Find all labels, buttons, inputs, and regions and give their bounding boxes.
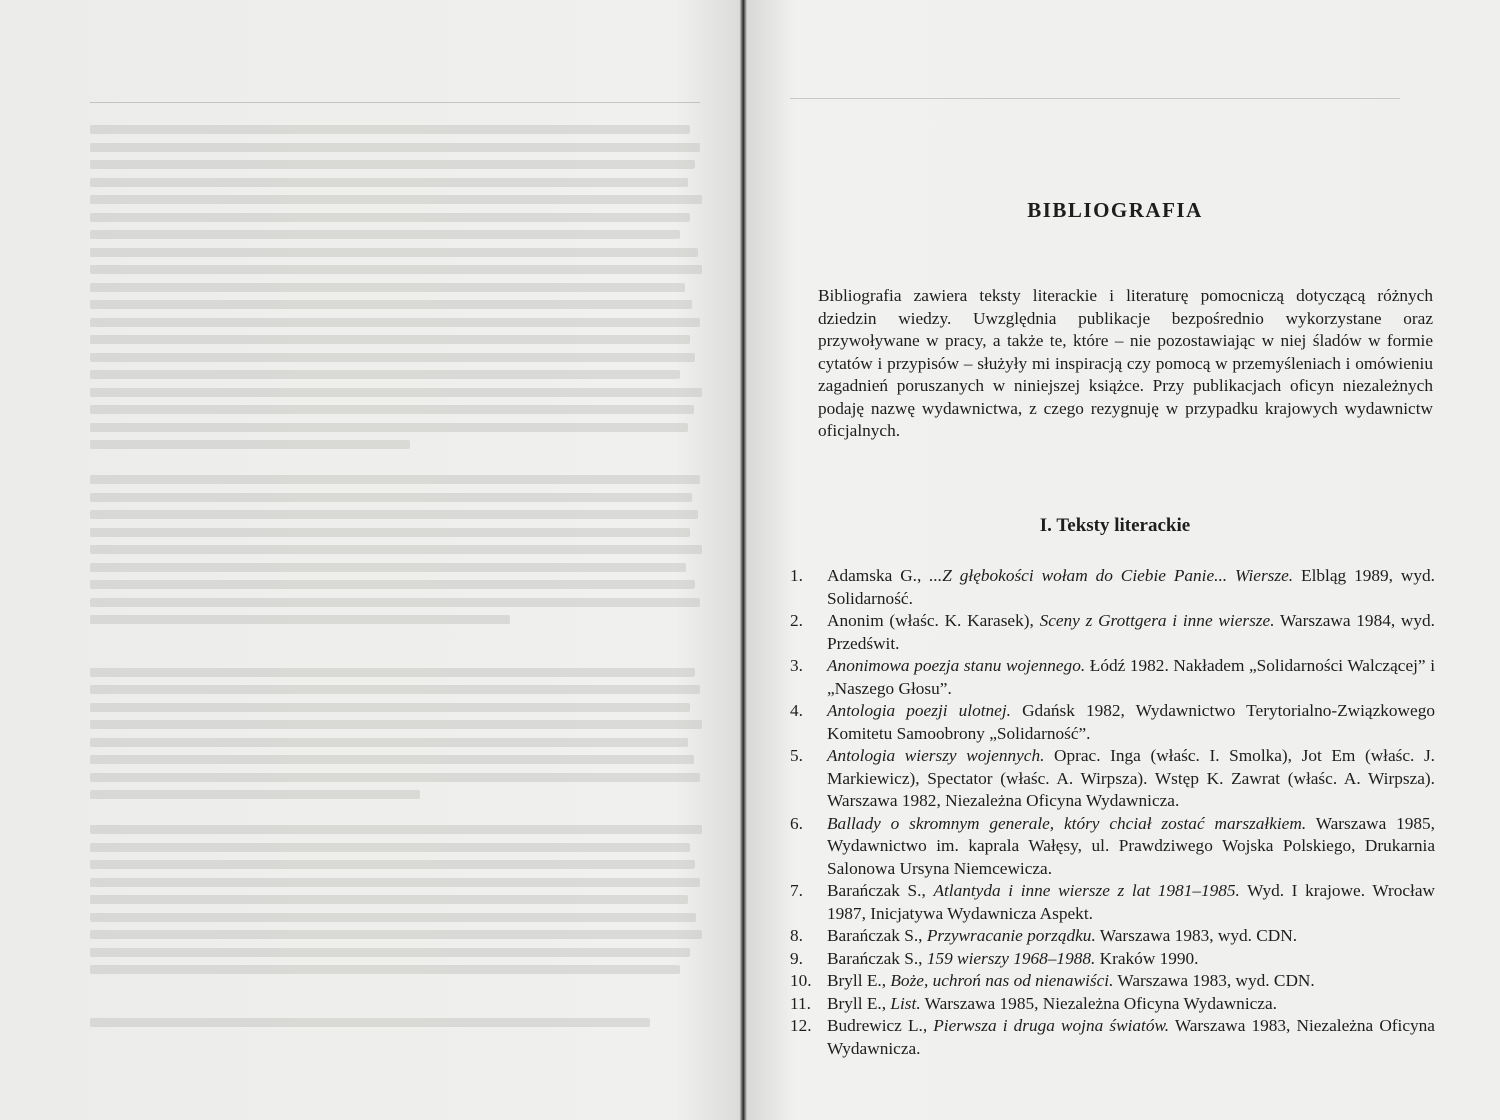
entry-publication: Gdańsk 1982, Wydawnictwo Terytorialno-Związkowego Komitetu Samoobrony „Solidarność”. <box>827 701 1435 743</box>
bleedthrough-line <box>90 738 688 747</box>
bleedthrough-line <box>90 668 695 677</box>
entry-text <box>827 565 1435 610</box>
bibliography-entry <box>790 700 1440 745</box>
bleedthrough-line <box>90 195 702 204</box>
entry-author: Budrewicz L., <box>827 1016 934 1035</box>
bleedthrough-line <box>90 930 702 939</box>
bleedthrough-line <box>90 475 700 484</box>
bleedthrough-line <box>90 720 702 729</box>
bleedthrough-line <box>90 353 695 362</box>
entry-text <box>827 610 1435 655</box>
entry-publication: Elbląg 1989, wyd. Solidarność. <box>827 566 1435 608</box>
bleedthrough-line <box>90 965 680 974</box>
entry-author: Adamska G., <box>827 566 930 585</box>
entry-publication: Warszawa 1983, wyd. CDN. <box>1095 926 1298 945</box>
bleedthrough-line <box>90 825 702 834</box>
bibliography-list <box>790 565 1440 1060</box>
bleedthrough-line <box>90 703 690 712</box>
bleedthrough-line <box>90 913 696 922</box>
intro-paragraph: Bibliografia zawiera teksty literackie i literaturę pomocniczą dotyczącą różnych dziedzin wiedzy. Uwzględnia publikacje bezpośrednio wykorzystane oraz przywoływane w pracy, a także te, które – nie pozostawiając w niej śladów w formie cytatów i przypisów – służyły mi inspiracją czy pomocą w przemyśleniach i omówieniu zagadnień poruszanych w niniejszej książce. Przy publikacjach oficyn niezależnych podaję nazwę wydawnictwa, z czego rezygnuję w przypadku krajowych wydawnictw oficjalnych. <box>818 286 1433 441</box>
entry-number: 10. <box>790 971 812 990</box>
section-heading: I. Teksty literackie <box>1039 515 1191 536</box>
entry-text <box>827 745 1435 813</box>
entry-title: Antologia poezji ulotnej. <box>827 701 1011 720</box>
bleedthrough-line <box>90 300 692 309</box>
entry-title: Przywracanie porządku. <box>926 926 1096 945</box>
entry-number: 6. <box>790 813 803 833</box>
entry-publication: Wyd. I krajowe. Wrocław 1987, Inicjatywa Wydawnicza Aspekt. <box>827 881 1435 923</box>
bleedthrough-line <box>90 230 680 239</box>
bleedthrough-line <box>90 895 688 904</box>
entry-publication: Kraków 1990. <box>1095 948 1199 968</box>
left-page-bleedthrough <box>60 60 700 1060</box>
entry-author: Barańczak S., <box>827 926 927 945</box>
bleedthrough-line <box>90 510 698 519</box>
entry-number: 3. <box>790 656 803 675</box>
bibliography-entry <box>790 970 1440 993</box>
entry-number: 11. <box>790 993 811 1013</box>
entry-number: 2. <box>790 611 803 630</box>
bibliography-entry <box>790 880 1440 925</box>
entry-number: 4. <box>790 701 803 720</box>
bibliography-entry <box>790 948 1440 971</box>
entry-number: 1. <box>790 566 803 585</box>
bleedthrough-line <box>90 143 700 152</box>
bleedthrough-line <box>90 598 700 607</box>
entry-title: Sceny z Grottgera i inne wiersze. <box>1039 611 1275 630</box>
entry-title: 159 wierszy 1968–1988. <box>926 948 1096 968</box>
entry-publication: Warszawa 1984, wyd. Przedświt. <box>827 611 1435 653</box>
bibliography-entry <box>790 993 1440 1016</box>
entry-number: 5. <box>790 746 803 765</box>
bibliography-entry <box>790 813 1440 881</box>
bleedthrough-line <box>90 948 690 957</box>
bleedthrough-line <box>90 388 702 397</box>
entry-title: Antologia wierszy wojennych. <box>827 746 1045 765</box>
bibliography-entry <box>790 565 1440 610</box>
entry-title: List. <box>890 993 921 1013</box>
entry-number: 9. <box>790 948 803 968</box>
bleedthrough-line <box>90 615 510 624</box>
bibliography-entry <box>790 745 1440 813</box>
bleedthrough-line <box>90 755 694 764</box>
entry-text <box>827 655 1435 700</box>
bleedthrough-line <box>90 773 700 782</box>
bleedthrough-line <box>90 493 692 502</box>
entry-title: Ballady o skromnym generale, który chciał zostać marszałkiem. <box>827 813 1307 833</box>
right-page <box>790 60 1440 1060</box>
bleedthrough-line <box>90 790 420 799</box>
bleedthrough-line <box>90 283 685 292</box>
entry-text <box>827 1015 1435 1060</box>
left-header-rule <box>90 102 700 103</box>
entry-author: Barańczak S., <box>827 948 927 968</box>
entry-publication: Łódź 1982. Nakładem „Solidarności Walczącej” i „Naszego Głosu”. <box>827 656 1435 698</box>
entry-author: Bryll E., <box>827 971 891 990</box>
entry-text <box>827 700 1435 745</box>
right-header-rule <box>790 98 1400 99</box>
entry-text <box>827 970 1435 993</box>
entry-text <box>827 880 1435 925</box>
entry-text <box>827 993 1435 1016</box>
bleedthrough-line <box>90 878 700 887</box>
bibliography-entry <box>790 610 1440 655</box>
entry-text <box>827 813 1435 881</box>
bleedthrough-line <box>90 125 690 134</box>
bibliography-entry <box>790 655 1440 700</box>
entry-author: Anonim (właśc. K. Karasek), <box>827 611 1040 630</box>
entry-title: Anonimowa poezja stanu wojennego. <box>827 656 1086 675</box>
bleedthrough-line <box>90 335 690 344</box>
bleedthrough-line <box>90 423 688 432</box>
entry-title: ...Z głębokości wołam do Ciebie Panie... Wiersze. <box>929 566 1294 585</box>
entry-title: Boże, uchroń nas od nienawiści. <box>890 971 1114 990</box>
bibliography-entry <box>790 1015 1440 1060</box>
bleedthrough-line <box>90 178 688 187</box>
entry-number: 12. <box>790 1016 812 1035</box>
bleedthrough-line <box>90 860 695 869</box>
bleedthrough-line <box>90 843 690 852</box>
entry-author: Barańczak S., <box>827 881 934 900</box>
entry-publication: Warszawa 1983, wyd. CDN. <box>1113 971 1315 990</box>
bleedthrough-line <box>90 213 690 222</box>
bleedthrough-line <box>90 545 702 554</box>
bleedthrough-line <box>90 318 700 327</box>
entry-author: Bryll E., <box>827 993 891 1013</box>
entry-title: Pierwsza i druga wojna światów. <box>933 1016 1170 1035</box>
entry-text <box>827 925 1435 948</box>
entry-publication: Oprac. Inga (właśc. I. Smolka), Jot Em (właśc. J. Markiewicz), Spectator (właśc. A. Wirpsza). Wstęp K. Zawrat (właśc. A. Wirpsza). Warszawa 1982, Niezależna Oficyna Wydawnicza. <box>827 746 1435 810</box>
bleedthrough-line <box>90 563 686 572</box>
bleedthrough-line <box>90 528 690 537</box>
entry-text <box>827 948 1435 971</box>
bleedthrough-line <box>90 685 700 694</box>
bleedthrough-line <box>90 265 702 274</box>
entry-publication: Warszawa 1985, Wydawnictwo im. kaprala Wałęsy, ul. Prawdziwego Wojska Polskiego, Drukarnia Salonowa Ursyna Niemcewicza. <box>827 813 1436 878</box>
entry-publication: Warszawa 1985, Niezależna Oficyna Wydawnicza. <box>920 993 1277 1013</box>
bleedthrough-line <box>90 580 695 589</box>
entry-number: 8. <box>790 926 803 945</box>
bleedthrough-line <box>90 370 680 379</box>
entry-title: Atlantyda i inne wiersze z lat 1981–1985. <box>933 881 1240 900</box>
bibliography-entry <box>790 925 1440 948</box>
bleedthrough-line <box>90 248 698 257</box>
bleedthrough-line <box>90 160 695 169</box>
bleedthrough-line <box>90 1018 650 1027</box>
bleedthrough-line <box>90 405 694 414</box>
entry-publication: Warszawa 1983, Niezależna Oficyna Wydawnicza. <box>827 1016 1435 1058</box>
entry-number: 7. <box>790 881 803 900</box>
bleedthrough-line <box>90 440 410 449</box>
page-title: BIBLIOGRAFIA <box>1027 198 1203 222</box>
